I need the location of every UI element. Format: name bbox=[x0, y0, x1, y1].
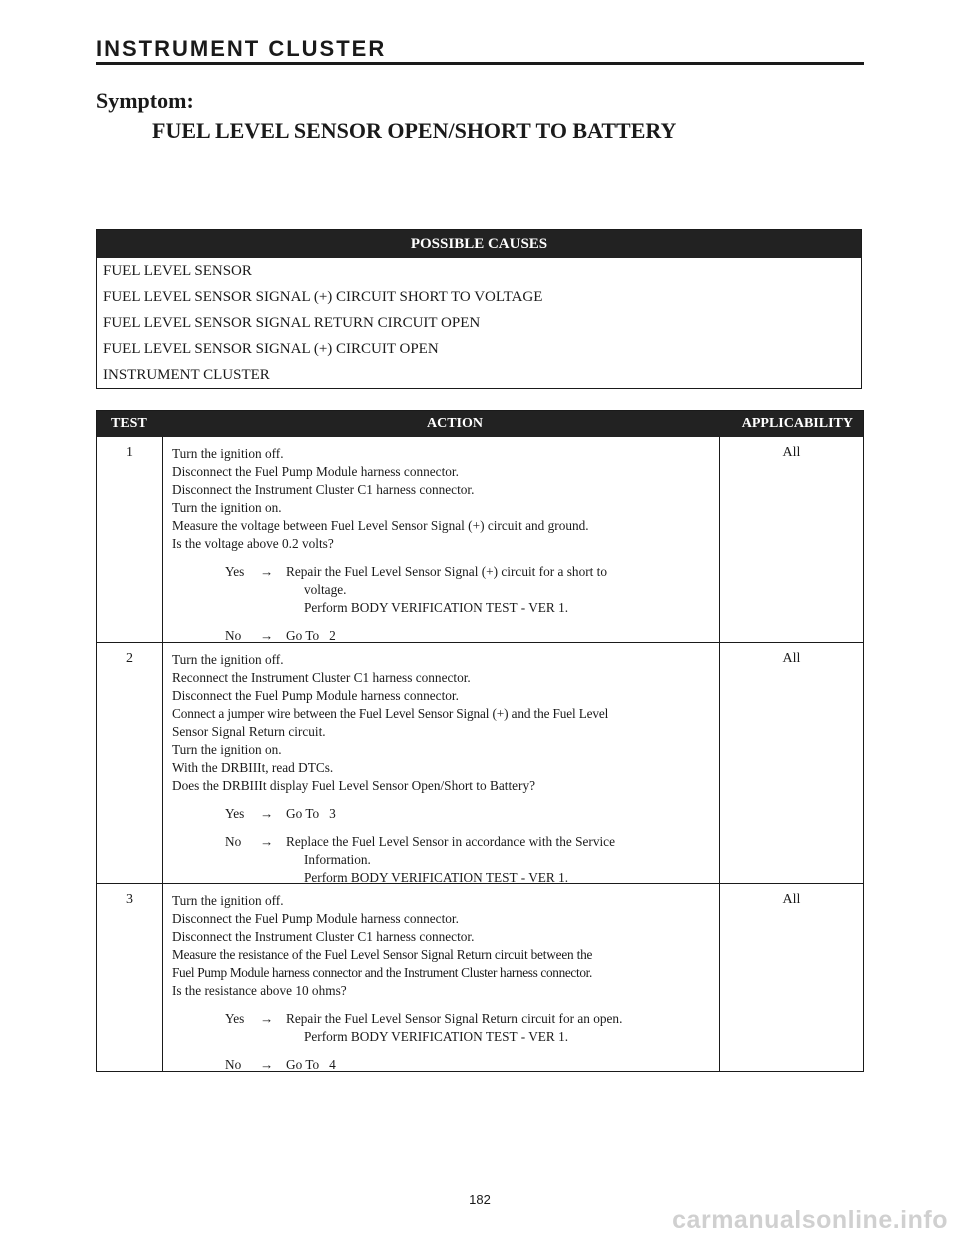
step: Disconnect the Fuel Pump Module harness connector. bbox=[172, 911, 459, 926]
arrow-icon: → bbox=[260, 1011, 274, 1026]
step: Sensor Signal Return circuit. bbox=[172, 724, 326, 739]
yes-branch bbox=[172, 563, 714, 617]
arrow-icon: → bbox=[260, 806, 274, 821]
header-action: ACTION bbox=[427, 416, 484, 431]
step: Is the voltage above 0.2 volts? bbox=[172, 536, 334, 551]
step: Connect a jumper wire between the Fuel Level Sensor Signal (+) and the Fuel Level bbox=[172, 706, 609, 721]
no-label: No bbox=[225, 834, 242, 849]
result-line: Perform BODY VERIFICATION TEST - VER 1. bbox=[304, 870, 569, 885]
test-applicability: All bbox=[782, 892, 801, 907]
cause-item: FUEL LEVEL SENSOR SIGNAL RETURN CIRCUIT OPEN bbox=[103, 315, 481, 331]
arrow-icon: → bbox=[260, 628, 274, 643]
result-line: Information. bbox=[304, 852, 371, 867]
section-rule bbox=[96, 62, 864, 65]
test-applicability: All bbox=[782, 651, 801, 666]
no-label: No bbox=[225, 628, 242, 643]
test-row-2 bbox=[97, 642, 863, 883]
no-result bbox=[286, 1056, 714, 1074]
test-row-1 bbox=[97, 437, 863, 642]
result-line: Replace the Fuel Level Sensor in accordance with the Service bbox=[286, 834, 615, 849]
result-line: Perform BODY VERIFICATION TEST - VER 1. bbox=[304, 1029, 569, 1044]
possible-causes-box bbox=[96, 229, 862, 389]
yes-label: Yes bbox=[225, 564, 245, 579]
yes-result bbox=[286, 1010, 714, 1046]
possible-causes-heading: POSSIBLE CAUSES bbox=[97, 230, 861, 258]
result-line: Repair the Fuel Level Sensor Signal (+) circuit for a short to bbox=[286, 564, 608, 579]
cause-item: FUEL LEVEL SENSOR bbox=[103, 263, 252, 279]
test-number: 2 bbox=[97, 643, 163, 883]
test-table bbox=[96, 410, 864, 1072]
step: Disconnect the Instrument Cluster C1 harness connector. bbox=[172, 482, 475, 497]
step: With the DRBIIIt, read DTCs. bbox=[172, 760, 334, 775]
result-line: Go To 4 bbox=[286, 1057, 336, 1072]
no-result bbox=[286, 833, 714, 887]
step: Turn the ignition on. bbox=[172, 742, 282, 757]
step: Turn the ignition off. bbox=[172, 652, 284, 667]
step: Measure the voltage between Fuel Level Sensor Signal (+) circuit and ground. bbox=[172, 518, 589, 533]
no-branch bbox=[172, 833, 714, 887]
step: Turn the ignition off. bbox=[172, 893, 284, 908]
yes-branch bbox=[172, 1010, 714, 1046]
step: Disconnect the Fuel Pump Module harness connector. bbox=[172, 688, 459, 703]
test-applicability: All bbox=[782, 445, 801, 460]
arrow-icon: → bbox=[260, 1057, 274, 1072]
step: Disconnect the Fuel Pump Module harness connector. bbox=[172, 464, 459, 479]
step: Does the DRBIIIt display Fuel Level Sensor Open/Short to Battery? bbox=[172, 778, 536, 793]
header-test: TEST bbox=[111, 416, 147, 431]
no-branch bbox=[172, 1056, 714, 1074]
cause-item: INSTRUMENT CLUSTER bbox=[103, 367, 270, 383]
test-action bbox=[163, 884, 720, 1071]
yes-label: Yes bbox=[225, 806, 245, 821]
test-number: 3 bbox=[97, 884, 163, 1071]
page-number: 182 bbox=[469, 1192, 491, 1207]
step: Turn the ignition off. bbox=[172, 446, 284, 461]
symptom-title: FUEL LEVEL SENSOR OPEN/SHORT TO BATTERY bbox=[152, 118, 677, 143]
cause-item: FUEL LEVEL SENSOR SIGNAL (+) CIRCUIT OPEN bbox=[103, 341, 439, 357]
step: Disconnect the Instrument Cluster C1 harness connector. bbox=[172, 929, 475, 944]
no-label: No bbox=[225, 1057, 242, 1072]
step: Fuel Pump Module harness connector and the Instrument Cluster harness connector. bbox=[172, 965, 592, 980]
result-line: Repair the Fuel Level Sensor Signal Return circuit for an open. bbox=[286, 1011, 623, 1026]
result-line: Go To 3 bbox=[286, 806, 336, 821]
test-table-header bbox=[97, 411, 863, 437]
watermark: carmanualsonline.info bbox=[672, 1206, 948, 1234]
cause-item: FUEL LEVEL SENSOR SIGNAL (+) CIRCUIT SHORT TO VOLTAGE bbox=[103, 289, 543, 305]
symptom-label: Symptom: bbox=[96, 88, 194, 113]
result-line: voltage. bbox=[304, 582, 347, 597]
step: Turn the ignition on. bbox=[172, 500, 282, 515]
yes-result bbox=[286, 805, 714, 823]
test-number: 1 bbox=[97, 437, 163, 642]
header-applicability: APPLICABILITY bbox=[741, 416, 853, 431]
test-row-3 bbox=[97, 883, 863, 1071]
yes-label: Yes bbox=[225, 1011, 245, 1026]
section-header: INSTRUMENT CLUSTER bbox=[96, 36, 387, 61]
test-action bbox=[163, 643, 720, 883]
yes-result bbox=[286, 563, 714, 617]
result-line: Go To 2 bbox=[286, 628, 336, 643]
arrow-icon: → bbox=[260, 834, 274, 849]
step: Is the resistance above 10 ohms? bbox=[172, 983, 347, 998]
arrow-icon: → bbox=[260, 564, 274, 579]
yes-branch bbox=[172, 805, 714, 823]
result-line: Perform BODY VERIFICATION TEST - VER 1. bbox=[304, 600, 569, 615]
test-action bbox=[163, 437, 720, 642]
step: Measure the resistance of the Fuel Level Sensor Signal Return circuit between the bbox=[172, 947, 593, 962]
step: Reconnect the Instrument Cluster C1 harness connector. bbox=[172, 670, 471, 685]
